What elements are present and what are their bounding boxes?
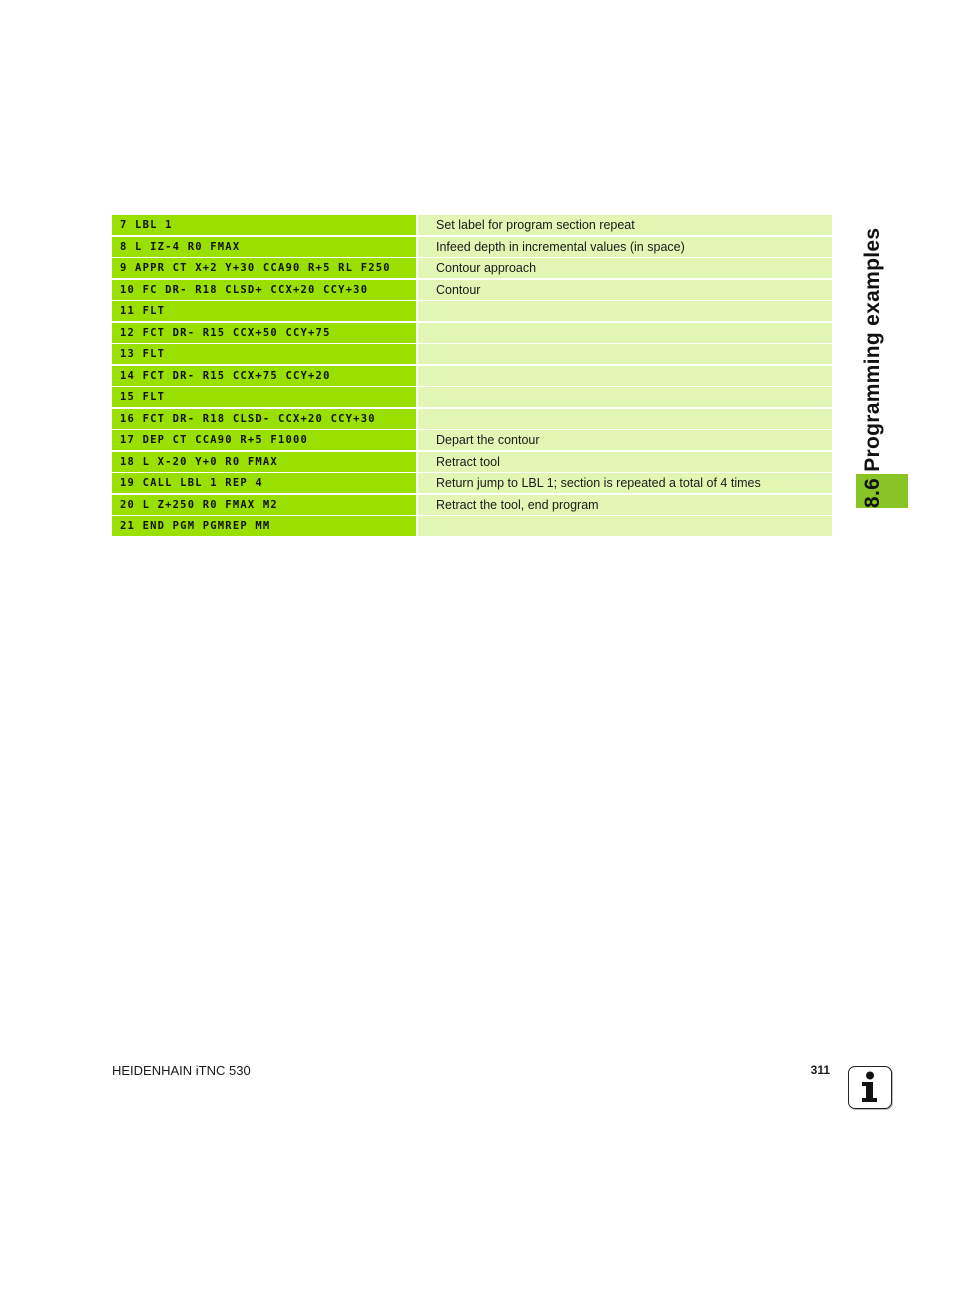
nc-code-cell: 8 L IZ-4 R0 FMAX xyxy=(112,237,416,257)
program-listing-table xyxy=(112,215,832,538)
table-row xyxy=(112,301,832,321)
section-title-sidebar xyxy=(838,200,908,508)
comment-cell xyxy=(418,366,832,386)
table-row xyxy=(112,366,832,386)
comment-cell xyxy=(418,387,832,407)
info-icon xyxy=(848,1066,892,1109)
table-row xyxy=(112,409,832,429)
comment-cell: Retract tool xyxy=(418,452,832,472)
table-row xyxy=(112,323,832,343)
nc-code-cell: 17 DEP CT CCA90 R+5 F1000 xyxy=(112,430,416,450)
nc-code-cell: 18 L X-20 Y+0 R0 FMAX xyxy=(112,452,416,472)
comment-cell: Set label for program section repeat xyxy=(418,215,832,235)
nc-code-cell: 14 FCT DR- R15 CCX+75 CCY+20 xyxy=(112,366,416,386)
nc-code-cell: 15 FLT xyxy=(112,387,416,407)
section-title: 8.6 Programming examples xyxy=(861,227,884,508)
table-row xyxy=(112,516,832,536)
nc-code-cell: 13 FLT xyxy=(112,344,416,364)
nc-code-cell: 7 LBL 1 xyxy=(112,215,416,235)
nc-code-cell: 19 CALL LBL 1 REP 4 xyxy=(112,473,416,493)
nc-code-cell: 20 L Z+250 R0 FMAX M2 xyxy=(112,495,416,515)
nc-code-cell: 9 APPR CT X+2 Y+30 CCA90 R+5 RL F250 xyxy=(112,258,416,278)
nc-code-cell: 10 FC DR- R18 CLSD+ CCX+20 CCY+30 xyxy=(112,280,416,300)
table-row xyxy=(112,344,832,364)
nc-code-cell: 11 FLT xyxy=(112,301,416,321)
nc-code-cell: 16 FCT DR- R18 CLSD- CCX+20 CCY+30 xyxy=(112,409,416,429)
comment-cell xyxy=(418,301,832,321)
table-row xyxy=(112,258,832,278)
comment-cell: Contour xyxy=(418,280,832,300)
comment-cell: Return jump to LBL 1; section is repeated a total of 4 times xyxy=(418,473,832,493)
table-row xyxy=(112,495,832,515)
footer-product-name: HEIDENHAIN iTNC 530 xyxy=(112,1063,251,1078)
table-row xyxy=(112,387,832,407)
comment-cell: Infeed depth in incremental values (in space) xyxy=(418,237,832,257)
table-row xyxy=(112,280,832,300)
comment-cell: Contour approach xyxy=(418,258,832,278)
table-row xyxy=(112,473,832,493)
comment-cell xyxy=(418,344,832,364)
comment-cell: Retract the tool, end program xyxy=(418,495,832,515)
page-number: 311 xyxy=(810,1063,830,1077)
table-row xyxy=(112,430,832,450)
table-row xyxy=(112,215,832,235)
comment-cell: Depart the contour xyxy=(418,430,832,450)
nc-code-cell: 21 END PGM PGMREP MM xyxy=(112,516,416,536)
table-row xyxy=(112,237,832,257)
comment-cell xyxy=(418,516,832,536)
table-row xyxy=(112,452,832,472)
comment-cell xyxy=(418,409,832,429)
nc-code-cell: 12 FCT DR- R15 CCX+50 CCY+75 xyxy=(112,323,416,343)
comment-cell xyxy=(418,323,832,343)
